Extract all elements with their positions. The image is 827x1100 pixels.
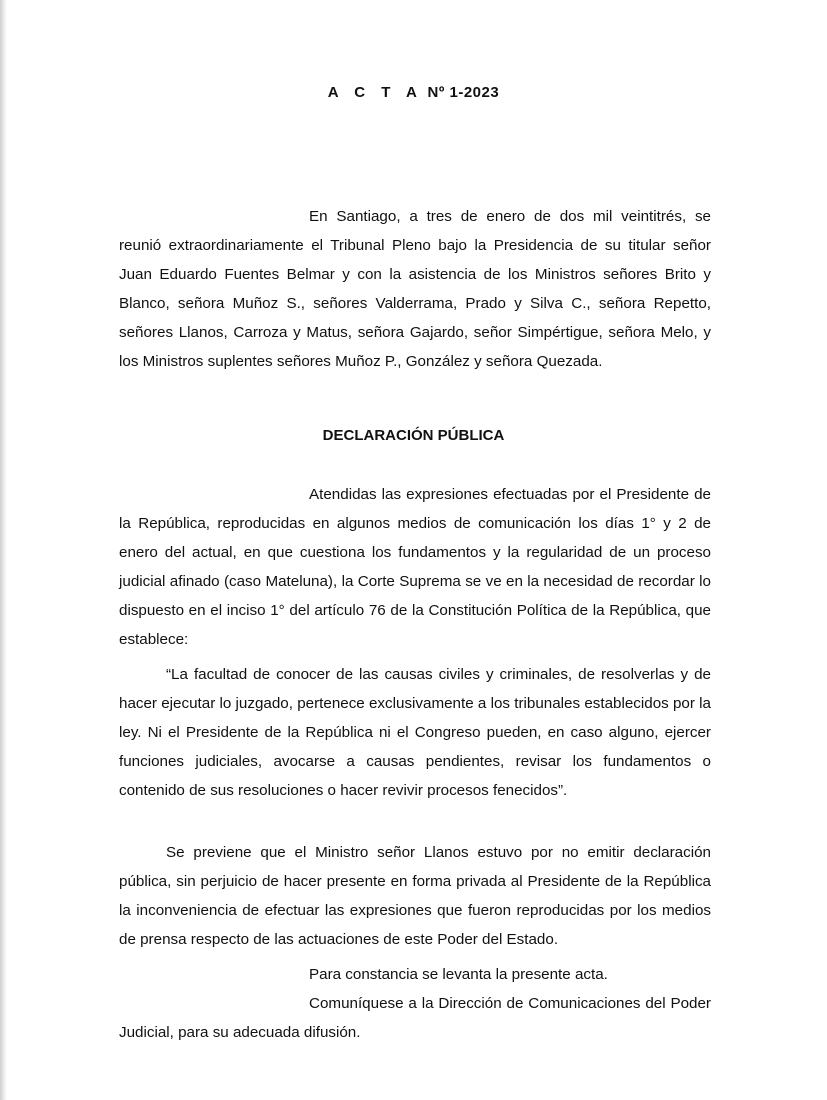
dissent-paragraph: Se previene que el Ministro señor Llanos estuvo por no emitir declaración pública, sin perjuicio de hacer presente en forma privada al Presidente de la República la inconveniencia de efectuar las expresiones que fueron reproducidas por los medios de prensa respecto de las actuaciones de este Poder del Estado. (119, 844, 711, 948)
declaration-paragraph: Atendidas las expresiones efectuadas por el Presidente de la República, reproducidas en algunos medios de comunicación los días 1° y 2 de enero del actual, en que cuestiona los fundamentos y la regularidad de un proceso judicial afinado (caso Mateluna), la Corte Suprema se ve en la necesidad de recordar lo dispuesto en el inciso 1° del artículo 76 de la Constitución Política de la República, que establece: (119, 486, 711, 648)
closing-line: Para constancia se levanta la presente acta. (309, 966, 608, 983)
document-title (0, 84, 827, 101)
opening-block (119, 202, 711, 376)
title-prefix: A C T A (327, 84, 423, 101)
page-edge-shadow (0, 0, 7, 1100)
quote-block (119, 660, 711, 805)
opening-paragraph: En Santiago, a tres de enero de dos mil veintitrés, se reunió extraordinariamente el Tribunal Pleno bajo la Presidencia de su titular señor Juan Eduardo Fuentes Belmar y con la asistencia de los Ministros señores Brito y Blanco, señora Muñoz S., señores Valderrama, Prado y Silva C., señora Repetto, señores Llanos, Carroza y Matus, señora Gajardo, señor Simpértigue, señora Melo, y los Ministros suplentes señores Muñoz P., González y señora Quezada. (119, 208, 711, 370)
quote-paragraph: “La facultad de conocer de las causas civiles y criminales, de resolverlas y de hacer ejecutar lo juzgado, pertenece exclusivamente a los tribunales establecidos por la ley. Ni el Presidente de la República ni el Congreso pueden, en caso alguno, ejercer funciones judiciales, avocarse a causas pendientes, revisar los fundamentos o contenido de sus resoluciones o hacer revivir procesos fenecidos”. (119, 666, 711, 799)
section-heading: DECLARACIÓN PÚBLICA (322, 427, 505, 444)
communication-paragraph: Comuníquese a la Dirección de Comunicaciones del Poder Judicial, para su adecuada difusión. (119, 995, 711, 1041)
declaration-block (119, 480, 711, 654)
dissent-block (119, 838, 711, 954)
communication-block (119, 989, 711, 1047)
title-number: Nº 1-2023 (427, 84, 500, 101)
